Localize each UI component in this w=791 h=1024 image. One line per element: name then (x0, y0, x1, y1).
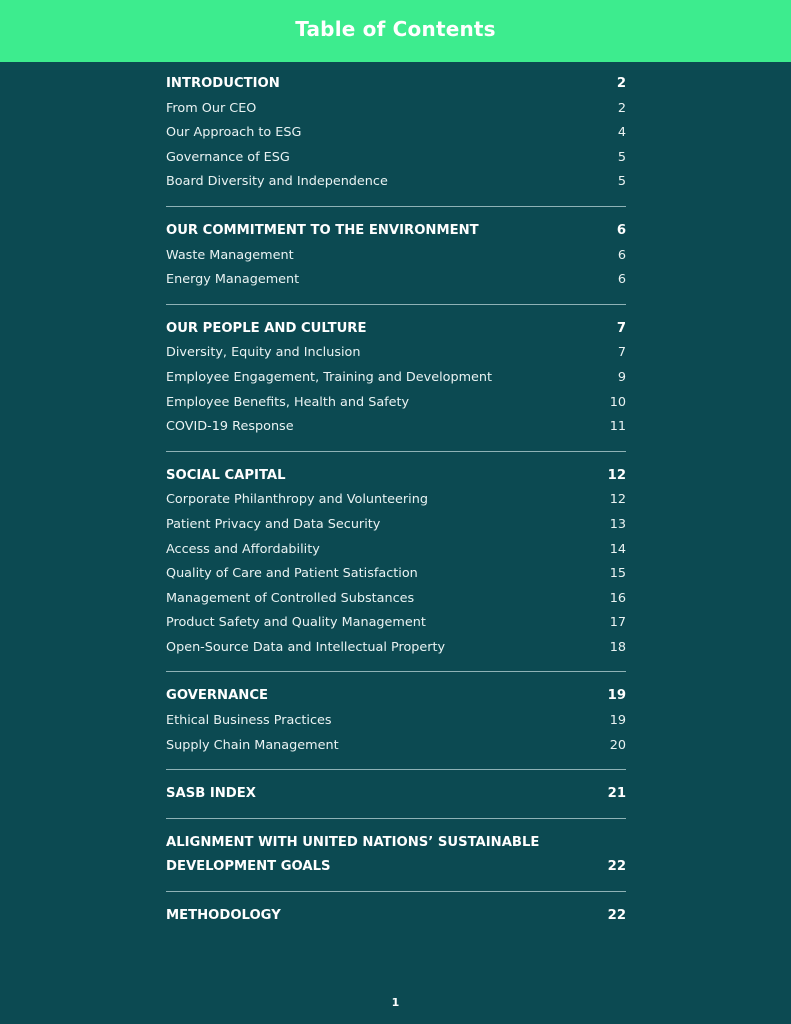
toc-item-label: Waste Management (166, 247, 294, 263)
table-of-contents (166, 72, 626, 929)
toc-section-un-sdg (166, 831, 626, 880)
toc-heading-page: 12 (607, 467, 626, 483)
toc-item[interactable] (166, 121, 626, 146)
toc-item[interactable] (166, 97, 626, 122)
toc-item-label: Product Safety and Quality Management (166, 615, 426, 631)
toc-heading-page: 22 (607, 908, 626, 924)
toc-item-label: Quality of Care and Patient Satisfaction (166, 566, 418, 582)
toc-heading[interactable] (166, 904, 626, 929)
section-divider (166, 451, 626, 452)
toc-item[interactable] (166, 415, 626, 440)
toc-item-page: 4 (617, 125, 626, 141)
toc-item[interactable] (166, 709, 626, 734)
header-bar (0, 0, 791, 62)
toc-item-label: Ethical Business Practices (166, 713, 332, 729)
toc-heading-page: 7 (616, 320, 626, 336)
toc-item[interactable] (166, 366, 626, 391)
toc-item-page: 20 (609, 737, 626, 753)
toc-item-label: Supply Chain Management (166, 737, 339, 753)
toc-item-label: Management of Controlled Substances (166, 590, 415, 606)
toc-item[interactable] (166, 611, 626, 636)
page-title: Table of Contents (295, 17, 496, 41)
toc-item-label: Governance of ESG (166, 149, 290, 165)
toc-item-label: Corporate Philanthropy and Volunteering (166, 492, 428, 508)
section-divider (166, 304, 626, 305)
toc-heading-label: SOCIAL CAPITAL (166, 467, 286, 483)
toc-item-page: 18 (609, 639, 626, 655)
toc-item-label: Access and Affordability (166, 541, 320, 557)
toc-item-label: Employee Benefits, Health and Safety (166, 394, 410, 410)
section-divider (166, 818, 626, 819)
toc-item-page: 5 (617, 149, 626, 165)
toc-section-sasb-index (166, 782, 626, 807)
toc-item-page: 6 (617, 272, 626, 288)
toc-item[interactable] (166, 513, 626, 538)
section-divider (166, 769, 626, 770)
toc-item-label: Our Approach to ESG (166, 125, 302, 141)
toc-item[interactable] (166, 146, 626, 171)
toc-item[interactable] (166, 488, 626, 513)
toc-item-label: Open-Source Data and Intellectual Property (166, 639, 446, 655)
toc-item-page: 10 (609, 394, 626, 410)
page-number: 1 (391, 996, 400, 1009)
toc-heading[interactable] (166, 831, 626, 880)
toc-heading-label: OUR COMMITMENT TO THE ENVIRONMENT (166, 222, 479, 238)
toc-item-page: 11 (609, 419, 626, 435)
toc-item-page: 19 (609, 713, 626, 729)
toc-item-label: From Our CEO (166, 100, 257, 116)
toc-item-page: 13 (609, 516, 626, 532)
toc-item-page: 12 (609, 492, 626, 508)
toc-section-introduction (166, 72, 626, 195)
toc-item[interactable] (166, 244, 626, 269)
toc-section-environment (166, 219, 626, 293)
toc-heading-page: 22 (607, 859, 626, 875)
toc-heading[interactable] (166, 782, 626, 807)
toc-item-page: 17 (609, 615, 626, 631)
toc-item-page: 7 (617, 345, 626, 361)
toc-item[interactable] (166, 538, 626, 563)
toc-item[interactable] (166, 341, 626, 366)
toc-section-social-capital (166, 464, 626, 661)
toc-section-governance (166, 684, 626, 758)
toc-heading-page: 19 (607, 688, 626, 704)
toc-item-label: Patient Privacy and Data Security (166, 516, 381, 532)
toc-heading[interactable] (166, 684, 626, 709)
toc-section-people-culture (166, 317, 626, 440)
toc-item-label: Diversity, Equity and Inclusion (166, 345, 361, 361)
section-divider (166, 671, 626, 672)
toc-item-page: 16 (609, 590, 626, 606)
toc-item[interactable] (166, 636, 626, 661)
toc-item[interactable] (166, 170, 626, 195)
toc-item[interactable] (166, 268, 626, 293)
toc-item-page: 14 (609, 541, 626, 557)
toc-item-page: 6 (617, 247, 626, 263)
toc-item-page: 15 (609, 566, 626, 582)
toc-item[interactable] (166, 734, 626, 759)
toc-item[interactable] (166, 391, 626, 416)
toc-heading-page: 6 (616, 222, 626, 238)
toc-heading[interactable] (166, 72, 626, 97)
section-divider (166, 891, 626, 892)
toc-item-label: Board Diversity and Independence (166, 174, 388, 190)
toc-heading-label: GOVERNANCE (166, 688, 269, 704)
toc-heading-label: ALIGNMENT WITH UNITED NATIONS’ SUSTAINABLE DEVELOPMENT GOALS (166, 834, 540, 875)
toc-heading-page: 2 (616, 76, 626, 91)
toc-item-label: COVID-19 Response (166, 419, 294, 435)
toc-heading-label: METHODOLOGY (166, 908, 281, 924)
toc-item-page: 5 (617, 174, 626, 190)
toc-heading[interactable] (166, 464, 626, 489)
toc-item[interactable] (166, 587, 626, 612)
toc-item-label: Energy Management (166, 272, 300, 288)
toc-item-page: 9 (617, 369, 626, 385)
toc-heading-label: SASB INDEX (166, 786, 256, 802)
toc-heading-page: 21 (607, 786, 626, 802)
toc-heading-label: INTRODUCTION (166, 76, 280, 91)
toc-section-methodology (166, 904, 626, 929)
toc-item-page: 2 (617, 100, 626, 116)
section-divider (166, 206, 626, 207)
toc-item-label: Employee Engagement, Training and Development (166, 369, 493, 385)
toc-heading[interactable] (166, 219, 626, 244)
toc-heading-label: OUR PEOPLE AND CULTURE (166, 320, 367, 336)
toc-item[interactable] (166, 562, 626, 587)
toc-heading[interactable] (166, 317, 626, 342)
